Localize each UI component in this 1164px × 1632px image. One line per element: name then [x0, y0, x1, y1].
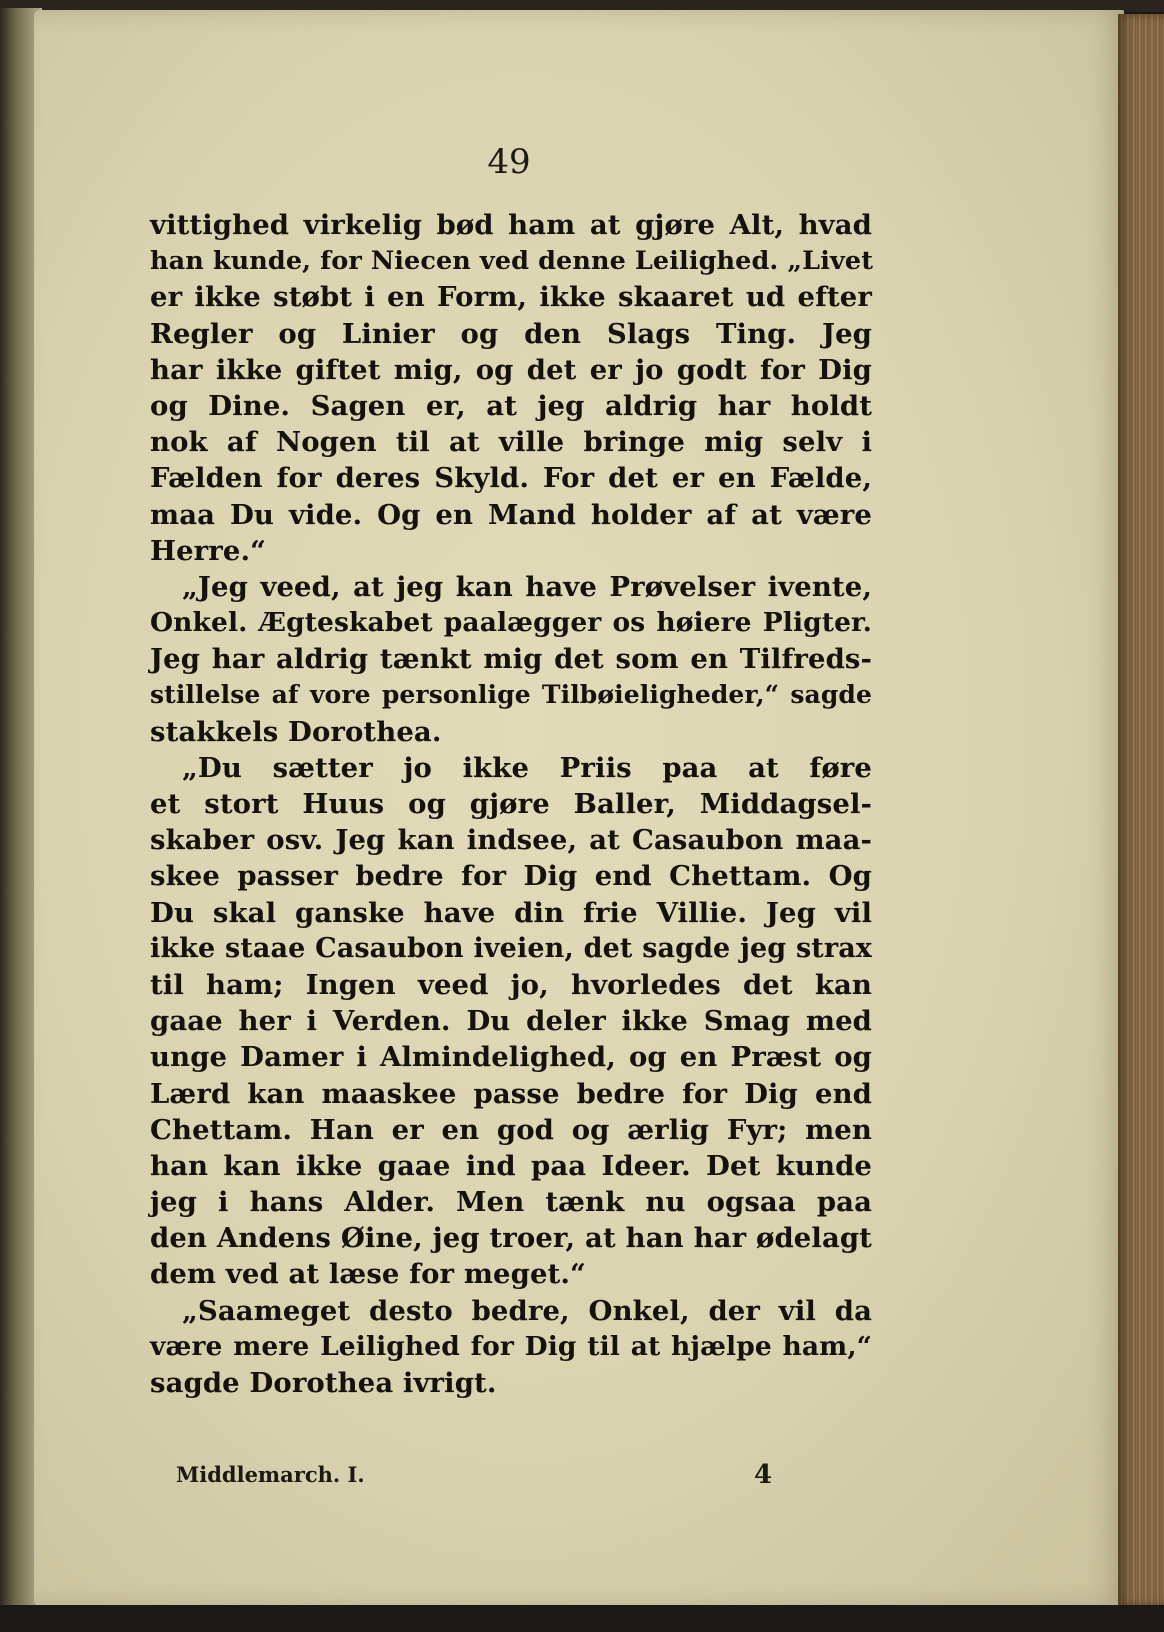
- text-line: nok af Nogen til at ville bringe mig selv i: [150, 426, 872, 459]
- scan-bottom-edge: [0, 1605, 1164, 1632]
- text-line: jeg i hans Alder. Men tænk nu ogsaa paa: [150, 1186, 872, 1219]
- text-line: Fælden for deres Skyld. For det er en Fælde,: [150, 462, 872, 495]
- text-line: han kan ikke gaae ind paa Ideer. Det kunde: [150, 1149, 872, 1182]
- text-line: den Andens Øine, jeg troer, at han har ødelagt: [150, 1222, 872, 1255]
- text-line: gaae her i Verden. Du deler ikke Smag med: [150, 1005, 872, 1038]
- text-line: „Jeg veed, at jeg kan have Prøvelser ivente,: [182, 570, 872, 603]
- text-line: skaber osv. Jeg kan indsee, at Casaubon maa-: [150, 824, 872, 857]
- text-line: et stort Huus og gjøre Baller, Middagsel-: [150, 788, 872, 820]
- text-line: ikke staae Casaubon iveien, det sagde jeg strax: [150, 932, 872, 964]
- text-line: Regler og Linier og den Slags Ting. Jeg: [150, 317, 872, 350]
- text-line: unge Damer i Almindelighed, og en Præst og: [150, 1041, 872, 1074]
- text-line: skee passer bedre for Dig end Chettam. Og: [150, 860, 872, 893]
- text-line: stakkels Dorothea.: [150, 715, 442, 748]
- text-line: og Dine. Sagen er, at jeg aldrig har holdt: [150, 389, 872, 422]
- text-line: er ikke støbt i en Form, ikke skaaret ud efter: [150, 281, 872, 314]
- text-line: maa Du vide. Og en Mand holder af at være: [150, 498, 872, 531]
- text-line: „Saameget desto bedre, Onkel, der vil da: [182, 1294, 872, 1327]
- footer-signature: Middlemarch. I.: [176, 1462, 365, 1487]
- text-line: sagde Dorothea ivrigt.: [150, 1367, 497, 1399]
- text-line: han kunde, for Niecen ved denne Leilighed. „Livet: [150, 246, 874, 277]
- page-body-text: [150, 207, 872, 1401]
- text-line: Du skal ganske have din frie Villie. Jeg vil: [150, 896, 872, 929]
- text-line: „Du sætter jo ikke Priis paa at føre: [182, 751, 872, 784]
- footer-sheet-number: 4: [754, 1460, 773, 1490]
- text-line: Jeg har aldrig tænkt mig det som en Tilfreds-: [150, 643, 872, 676]
- text-line: Chettam. Han er en god og ærlig Fyr; men: [150, 1113, 872, 1146]
- text-line: dem ved at læse for meget.“: [150, 1258, 586, 1291]
- text-line: Onkel. Ægteskabet paalægger os høiere Pligter.: [150, 607, 872, 639]
- text-line: til ham; Ingen veed jo, hvorledes det kan: [150, 968, 872, 1001]
- text-line: stillelse af vore personlige Tilbøieligheder,“ sagde: [150, 680, 872, 710]
- text-line: Lærd kan maaskee passe bedre for Dig end: [150, 1077, 872, 1110]
- page-edges: [1118, 14, 1164, 1606]
- page-number: 49: [487, 142, 531, 182]
- text-line: Herre.“: [150, 534, 267, 567]
- text-line: har ikke giftet mig, og det er jo godt for Dig: [150, 353, 872, 386]
- text-line: vittighed virkelig bød ham at gjøre Alt, hvad: [150, 209, 872, 241]
- text-line: være mere Leilighed for Dig til at hjælpe ham,“: [150, 1330, 872, 1362]
